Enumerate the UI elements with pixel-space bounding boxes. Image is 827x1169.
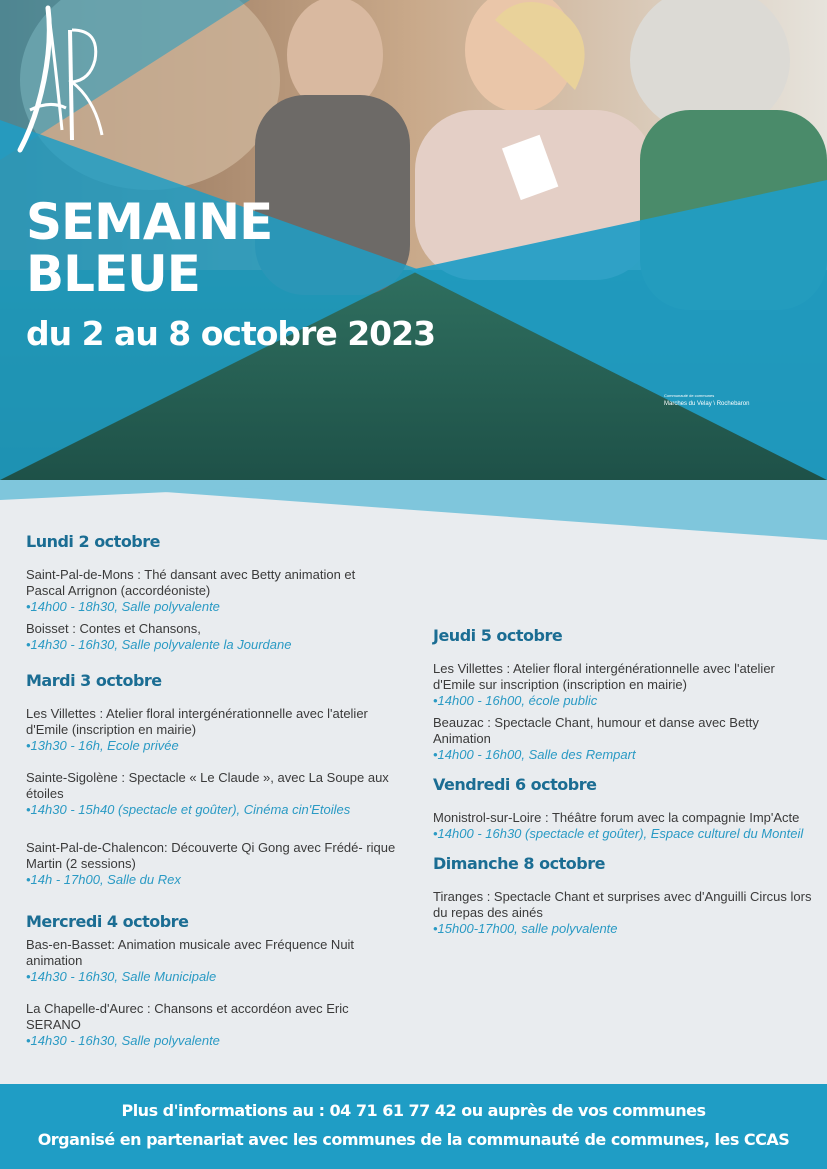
schedule-right-column bbox=[433, 626, 813, 943]
event-description: Saint-Pal-de-Chalencon: Découverte Qi Gong avec Frédé- rique Martin (2 sessions) bbox=[26, 840, 396, 871]
event-item bbox=[26, 706, 396, 754]
logo-caption-small: Communauté de communes bbox=[664, 393, 715, 398]
ar-logo-icon bbox=[0, 0, 120, 180]
footer-banner bbox=[0, 1084, 827, 1169]
logo-caption: Communauté de communes Marches du Velay \ Rochebaron bbox=[664, 392, 794, 408]
event-item bbox=[26, 567, 396, 615]
day-heading: Jeudi 5 octobre bbox=[433, 626, 563, 645]
event-description: Tiranges : Spectacle Chant et surprises avec d'Anguilli Circus lors du repas des ainés bbox=[433, 889, 812, 920]
event-description: Saint-Pal-de-Mons : Thé dansant avec Betty animation et Pascal Arrignon (accordéoniste) bbox=[26, 567, 356, 598]
event-item bbox=[433, 661, 813, 709]
day-heading: Vendredi 6 octobre bbox=[433, 775, 597, 794]
event-time: •14h00 - 18h30, Salle polyvalente bbox=[26, 599, 220, 614]
event-description: Les Villettes : Atelier floral intergénérationnelle avec l'atelier d'Emile sur inscription (inscription en mairie) bbox=[433, 661, 775, 692]
event-dates: du 2 au 8 octobre 2023 bbox=[26, 314, 436, 353]
event-time: •14h30 - 16h30, Salle polyvalente bbox=[26, 1033, 220, 1048]
schedule-left-column bbox=[26, 532, 396, 1055]
title-line-2: BLEUE bbox=[26, 245, 200, 303]
event-description: La Chapelle-d'Aurec : Chansons et accordéon avec Eric SERANO bbox=[26, 1001, 349, 1032]
event-time: •14h30 - 16h30, Salle Municipale bbox=[26, 969, 217, 984]
day-heading: Lundi 2 octobre bbox=[26, 532, 160, 551]
event-time: •14h30 - 15h40 (spectacle et goûter), Cinéma cin'Etoiles bbox=[26, 802, 351, 817]
event-item bbox=[433, 889, 813, 937]
event-description: Beauzac : Spectacle Chant, humour et danse avec Betty Animation bbox=[433, 715, 759, 746]
event-item bbox=[26, 1001, 396, 1049]
event-time: •15h00-17h00, salle polyvalente bbox=[433, 921, 618, 936]
footer-contact: Plus d'informations au : 04 71 61 77 42 ou auprès de vos communes bbox=[121, 1101, 706, 1120]
event-time: •14h00 - 16h00, Salle des Rempart bbox=[433, 747, 636, 762]
logo-caption-right: Rochebaron bbox=[716, 401, 750, 407]
event-item bbox=[26, 937, 396, 985]
logo-caption-left: Marches du Velay bbox=[664, 401, 712, 407]
event-description: Monistrol-sur-Loire : Théâtre forum avec la compagnie Imp'Acte bbox=[433, 810, 800, 825]
event-time: •14h - 17h00, Salle du Rex bbox=[26, 872, 181, 887]
day-heading: Mardi 3 octobre bbox=[26, 671, 162, 690]
event-time: •14h00 - 16h00, école public bbox=[433, 693, 598, 708]
event-time: •13h30 - 16h, Ecole privée bbox=[26, 738, 179, 753]
day-heading: Mercredi 4 octobre bbox=[26, 912, 189, 931]
footer-partners: Organisé en partenariat avec les communes de la communauté de communes, les CCAS bbox=[37, 1130, 790, 1149]
title-line-1: SEMAINE bbox=[26, 193, 273, 251]
page-title bbox=[26, 193, 273, 303]
event-item bbox=[26, 770, 396, 818]
event-item bbox=[26, 840, 396, 888]
day-heading: Dimanche 8 octobre bbox=[433, 854, 605, 873]
event-description: Sainte-Sigolène : Spectacle « Le Claude », avec La Soupe aux étoiles bbox=[26, 770, 389, 801]
event-item bbox=[26, 621, 396, 653]
event-item bbox=[433, 810, 813, 842]
event-description: Les Villettes : Atelier floral intergénérationnelle avec l'atelier d'Emile (inscription en mairie) bbox=[26, 706, 368, 737]
hero-banner bbox=[0, 0, 827, 540]
event-description: Bas-en-Basset: Animation musicale avec Fréquence Nuit animation bbox=[26, 937, 355, 968]
event-time: •14h30 - 16h30, Salle polyvalente la Jourdane bbox=[26, 637, 292, 652]
event-time: •14h00 - 16h30 (spectacle et goûter), Espace culturel du Monteil bbox=[433, 826, 804, 841]
event-item bbox=[433, 715, 813, 763]
event-description: Boisset : Contes et Chansons, bbox=[26, 621, 201, 636]
